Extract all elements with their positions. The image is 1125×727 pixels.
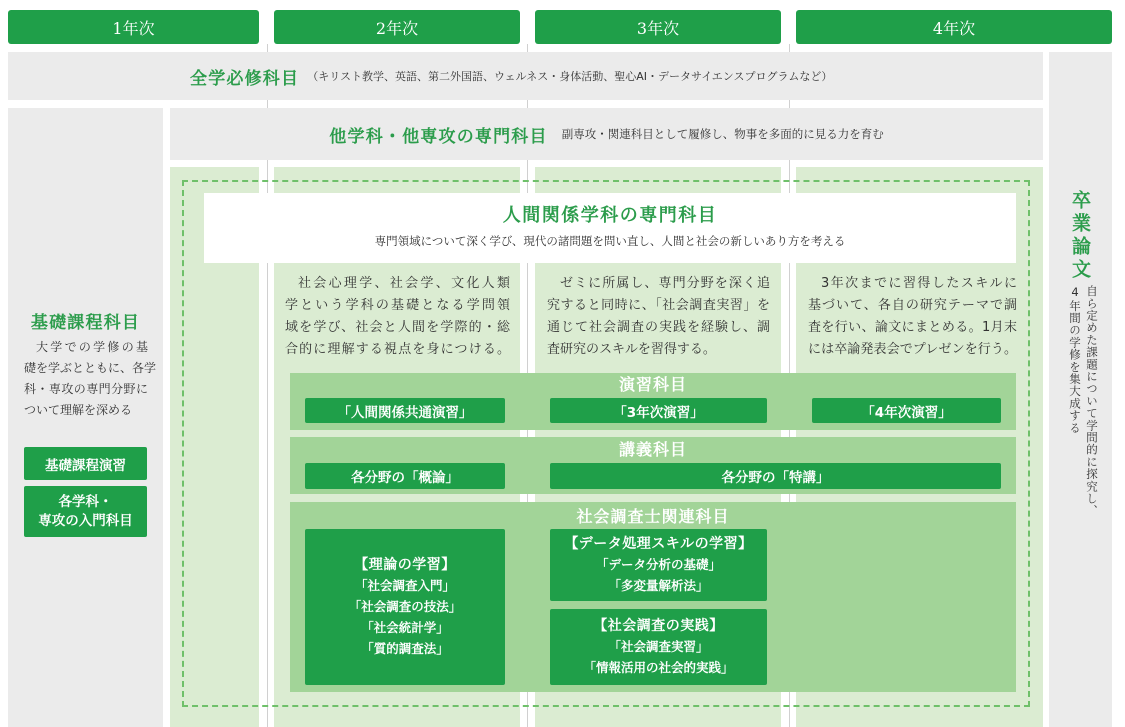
foundation-description-line: 礎を学ぶとともに、各学 [24, 361, 157, 375]
intro-courses-line: 各学科・ [58, 493, 113, 510]
course-item: 「社会統計学」 [361, 619, 449, 635]
year-3-seminar-course: 「3年次演習」 [550, 398, 767, 423]
year-2-description-line: 社会心理学、社会学、文化人類 [298, 276, 510, 291]
year-3-header: 3年次 [535, 10, 781, 44]
foundation-description [24, 337, 157, 421]
lecture-courses-title: 講義科目 [618, 440, 687, 459]
thesis-description-line: 自ら定めた課題について学問的に探究し、 [1085, 285, 1099, 517]
lecture-courses-band [290, 437, 1016, 494]
year-2-description-line: 合的に理解する視点を身につける。 [285, 342, 510, 357]
course-item: 「社会調査入門」 [354, 577, 455, 593]
foundation-description-line: ついて理解を深める [24, 403, 133, 417]
year-2-description [285, 273, 510, 361]
year-2-description-line: 域を学び、社会と人間を学際的・総 [285, 320, 510, 335]
data-processing-course-group [550, 529, 767, 601]
foundation-seminar-course: 基礎課程演習 [24, 447, 147, 480]
year-4-description [808, 273, 1017, 361]
year-4-seminar-course: 「4年次演習」 [812, 398, 1001, 423]
thesis-description-line: 4年間の学修を集大成する [1068, 285, 1082, 434]
survey-practice-course-group [550, 609, 767, 685]
seminar-courses-title: 演習科目 [618, 375, 687, 394]
foundation-title: 基礎課程科目 [30, 313, 141, 333]
course-item: 「社会調査実習」 [608, 638, 709, 654]
year-2-description-line: 学という学科の基礎となる学問領 [285, 298, 510, 313]
seminar-courses-band [290, 373, 1016, 430]
course-item: 「社会調査の技法」 [348, 598, 462, 614]
social-survey-courses-title: 社会調査士関連科目 [576, 507, 730, 526]
course-group-heading: 【社会調査の実践】 [593, 617, 724, 634]
year-4-description-line: 基づいて、各自の研究テーマで調 [808, 298, 1017, 313]
year-4-description-line: 3年次までに習得したスキルに [821, 276, 1017, 291]
year-4-description-line: 査を行い、論文にまとめる。1月末 [808, 320, 1017, 335]
common-seminar-course: 「人間関係共通演習」 [305, 398, 505, 423]
other-majors-band [170, 108, 1043, 160]
year-3-description-line: 通じて社会調査の実践を経験し、調 [547, 320, 770, 335]
course-item: 「データ分析の基礎」 [595, 556, 721, 572]
introduction-lectures-course: 各分野の「概論」 [305, 463, 505, 489]
required-courses-title: 全学必修科目 [190, 68, 300, 89]
thesis-description [1066, 285, 1100, 517]
intro-courses-line: 専攻の入門科目 [38, 512, 133, 529]
course-item: 「多変量解析法」 [608, 577, 709, 593]
other-majors-title: 他学科・他専攻の専門科目 [329, 126, 548, 147]
year-4-header: 4年次 [796, 10, 1112, 44]
course-group-heading: 【データ処理スキルの学習】 [564, 535, 753, 552]
year-4-description-line: には卒論発表会でプレゼンを行う。 [808, 342, 1017, 357]
year-3-description-line: ゼミに所属し、専門分野を深く追 [560, 276, 770, 291]
foundation-description-line: 大学での学修の基 [36, 340, 148, 354]
course-item: 「情報活用の社会的実践」 [583, 659, 734, 675]
year-3-description [547, 273, 770, 361]
thesis-title: 卒業論文 [1069, 190, 1091, 282]
intro-courses [24, 486, 147, 537]
course-item: 「質的調査法」 [361, 640, 449, 656]
department-courses-header [204, 193, 1016, 263]
social-survey-courses-band [290, 502, 1016, 692]
foundation-description-line: 科・専攻の専門分野に [24, 382, 148, 396]
department-courses-subtitle: 専門領域について深く学び、現代の諸問題を問い直し、人間と社会の新しいあり方を考える [374, 234, 846, 248]
required-courses-band [8, 52, 1043, 100]
year-3-description-line: 究すると同時に、「社会調査実習」を [547, 298, 770, 313]
year-1-header: 1年次 [8, 10, 259, 44]
department-courses-title: 人間関係学科の専門科目 [502, 205, 718, 226]
year-2-header: 2年次 [274, 10, 520, 44]
required-courses-note: （キリスト教学、英語、第二外国語、ウェルネス・身体活動、聖心AI・データサイエンスプログラムなど） [307, 70, 833, 83]
special-lectures-course: 各分野の「特講」 [550, 463, 1001, 489]
theory-course-group [305, 529, 505, 685]
year-3-description-line: 査研究のスキルを習得する。 [547, 342, 716, 357]
course-group-heading: 【理論の学習】 [354, 556, 456, 573]
other-majors-note: 副専攻・関連科目として履修し、物事を多面的に見る力を育む [561, 127, 884, 141]
